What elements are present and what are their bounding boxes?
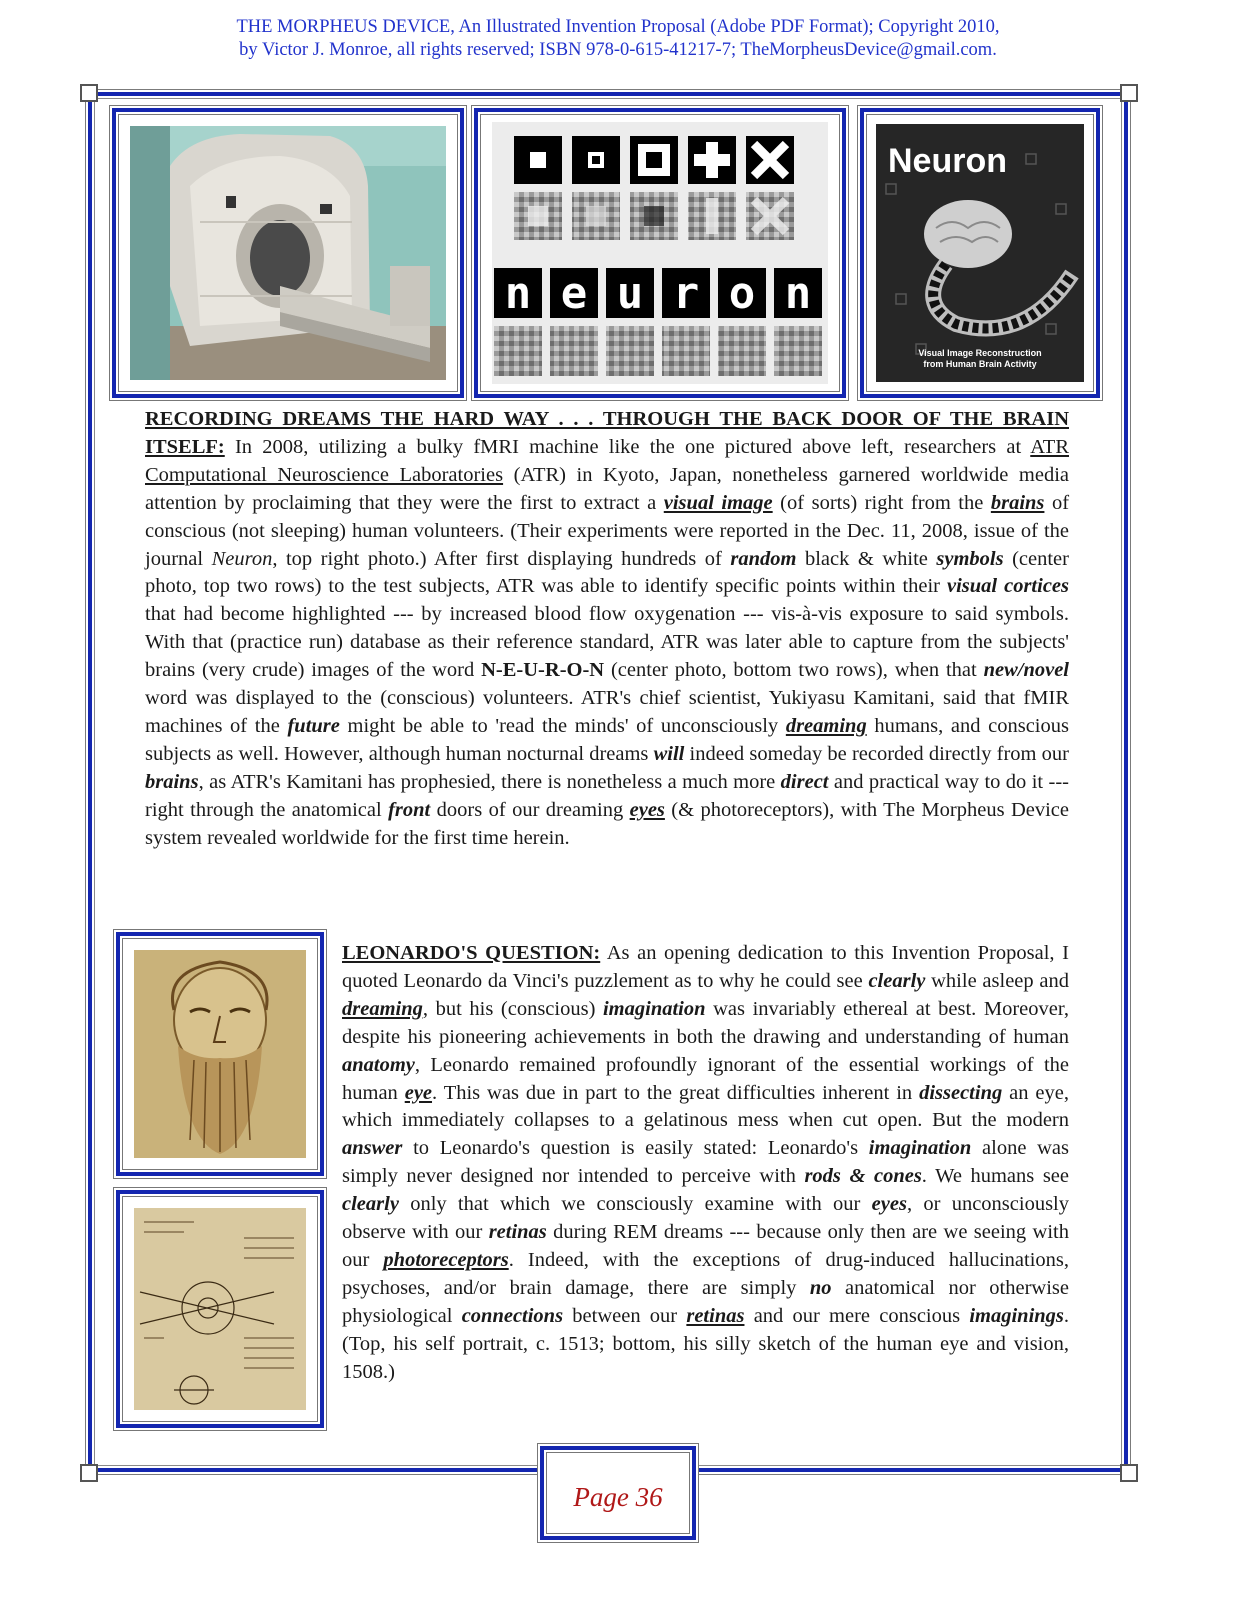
lab-name: ATR Computational Neuroscience Laboratories	[145, 435, 1069, 486]
header-line-1: THE MORPHEUS DEVICE, An Illustrated Invention Proposal (Adobe PDF Format); Copyright 2010,	[236, 17, 1000, 37]
neuron-letter: r	[672, 268, 700, 319]
neuron-cover-illustration	[876, 124, 1084, 382]
body-text: , as ATR's Kamitani has prophesied, there is nonetheless a much more	[198, 770, 781, 793]
frame-corner-ornament	[80, 84, 98, 102]
neuron-cover-image	[876, 124, 1084, 382]
body-text: , top right photo.) After first displaying hundreds of	[272, 547, 731, 570]
emphasis-text: imagination	[602, 997, 706, 1020]
body-text: indeed someday be recorded directly from our	[684, 742, 1069, 765]
emphasis-text: eye	[404, 1081, 433, 1104]
emphasis-text: answer	[342, 1137, 403, 1160]
body-text: alone was simply never designed nor intended to perceive with	[342, 1137, 1069, 1188]
emphasis-text: dreaming	[785, 714, 867, 737]
portrait-illustration	[134, 950, 306, 1158]
section-heading: LEONARDO'S QUESTION:	[342, 942, 601, 964]
emphasis-text: photoreceptors	[383, 1248, 509, 1271]
body-text: . (Top, his self portrait, c. 1513; bottom, his silly sketch of the human eye and vision, 1508.)	[342, 1304, 1070, 1383]
page-number: Page 36	[573, 1482, 663, 1512]
body-text: , or unconsciously observe with our	[342, 1193, 1069, 1244]
emphasis-text: symbols	[936, 547, 1004, 570]
body-text: humans, and conscious subjects as well. However, although human nocturnal dreams	[145, 714, 1069, 765]
emphasis-text: imaginings	[969, 1304, 1064, 1327]
emphasis-text: dissecting	[919, 1081, 1003, 1104]
neuron-word: N-E-U-R-O-N	[481, 659, 605, 682]
body-text: . We humans see	[921, 1165, 1069, 1188]
fmri-machine-image	[130, 126, 446, 380]
body-text: black & white	[796, 547, 937, 570]
body-text: (of sorts) right from the	[772, 491, 991, 514]
section-heading: RECORDING DREAMS THE HARD WAY . . . THROUGH THE BACK DOOR OF THE BRAIN ITSELF:	[145, 408, 1069, 458]
neuron-cover-title: Neuron	[888, 142, 1007, 180]
body-text: (ATR) in Kyoto, Japan, nonetheless garnered worldwide media attention by proclaiming that they were the first to extract a	[145, 463, 1069, 514]
body-text: doors of our dreaming	[430, 798, 630, 821]
emphasis-text: clearly	[342, 1193, 399, 1216]
body-text: and practical way to do it --- right through the anatomical	[145, 770, 1069, 821]
body-text: was invariably ethereal at best. Moreover, despite his pioneering achievements in both the drawing and understanding of human	[342, 997, 1069, 1048]
body-text: In 2008, utilizing a bulky fMRI machine like the one pictured above left, researchers at	[224, 435, 1031, 458]
body-text: during REM dreams --- because only then are we seeing with our	[342, 1221, 1070, 1271]
body-text: an eye, which immediately collapses to a gelatinous mess when cut open. But the modern	[342, 1081, 1069, 1132]
body-text: (& photoreceptors), with The Morpheus Device system revealed worldwide for the first time herein.	[145, 798, 1069, 849]
emphasis-text: future	[287, 714, 340, 737]
symbols-image	[492, 122, 828, 384]
body-text: . Indeed, with the exceptions of drug-induced hallucinations, psychoses, and/or brain damage, there are simply	[342, 1248, 1069, 1299]
body-text: while asleep and	[925, 969, 1069, 992]
frame-corner-ornament	[1120, 1464, 1138, 1482]
eye-sketch-illustration	[134, 1208, 306, 1410]
body-text: , but his (conscious)	[422, 997, 603, 1020]
page-number-box	[540, 1446, 696, 1540]
neuron-cover-caption-1: Visual Image Reconstruction	[918, 348, 1042, 358]
symbols-reconstruction-photo	[474, 108, 846, 398]
emphasis-text: eyes	[629, 798, 665, 821]
emphasis-text: front	[388, 798, 431, 821]
neuron-journal-cover-photo	[860, 108, 1100, 398]
emphasis-text: imagination	[868, 1137, 972, 1160]
body-text: of conscious (not sleeping) human volunteers. (Their experiments were reported in the Dec. 11, 2008, issue of the journal	[145, 491, 1070, 570]
emphasis-text: new/novel	[983, 659, 1069, 682]
body-text: and our mere conscious	[744, 1304, 970, 1327]
leonardo-self-portrait-photo	[116, 932, 324, 1176]
symbols-grid-illustration	[492, 122, 828, 384]
emphasis-text: eyes	[871, 1193, 907, 1216]
frame-corner-ornament	[80, 1464, 98, 1482]
emphasis-text: dreaming	[342, 997, 423, 1020]
body-text: (center photo, bottom two rows), when that	[604, 659, 984, 682]
body-text: , Leonardo remained profoundly ignorant of the essential workings of the human	[342, 1053, 1069, 1104]
emphasis-text: no	[809, 1276, 832, 1299]
section-paragraph	[145, 406, 1069, 853]
neuron-letter: o	[728, 268, 756, 319]
body-text: that had become highlighted --- by increased blood flow oxygenation --- vis-à-vis exposure to said symbols. With that (practice run) database as their reference standard, ATR was later able to capture from the subjects' brains (very crude) images of the word	[145, 603, 1069, 682]
emphasis-text: clearly	[868, 969, 926, 992]
emphasis-text: brains	[145, 770, 199, 793]
body-text: anatomical nor otherwise physiological	[342, 1276, 1070, 1327]
neuron-letter: u	[616, 268, 644, 319]
emphasis-text: random	[730, 547, 797, 570]
frame-corner-ornament	[1120, 84, 1138, 102]
leonardo-eye-sketch-photo	[116, 1190, 324, 1428]
body-text: word was displayed to the (conscious) volunteers. ATR's chief scientist, Yukiyasu Kamitani, said that fMIR machines of the	[145, 687, 1069, 737]
emphasis-text: visual image	[663, 491, 773, 514]
emphasis-text: will	[653, 742, 685, 765]
body-text: (center photo, top two rows) to the test subjects, ATR was able to identify specific points within their	[145, 547, 1069, 598]
body-text: to Leonardo's question is easily stated: Leonardo's	[402, 1137, 869, 1160]
neuron-letter: n	[504, 268, 532, 319]
section-recording-dreams	[145, 406, 1069, 853]
emphasis-text: rods & cones	[804, 1165, 922, 1188]
emphasis-text: retinas	[686, 1304, 745, 1327]
neuron-cover-caption-2: from Human Brain Activity	[923, 359, 1037, 369]
body-text: between our	[563, 1304, 687, 1327]
body-text: only that which we consciously examine with our	[398, 1193, 872, 1216]
body-text: As an opening dedication to this Invention Proposal, I quoted Leonardo da Vinci's puzzlement as to why he could see	[342, 942, 1069, 992]
emphasis-text: anatomy	[342, 1053, 415, 1076]
journal-name: Neuron	[211, 547, 273, 570]
eye-sketch-image	[134, 1208, 306, 1410]
emphasis-text: retinas	[488, 1221, 547, 1244]
fmri-machine-photo	[112, 108, 464, 398]
emphasis-text: visual cortices	[947, 575, 1069, 598]
body-text: might be able to 'read the minds' of unconsciously	[339, 714, 786, 737]
emphasis-text: brains	[990, 491, 1045, 514]
body-text: . This was due in part to the great difficulties inherent in	[432, 1081, 920, 1104]
header-line-2: by Victor J. Monroe, all rights reserved; ISBN 978-0-615-41217-7; TheMorpheusDevice@gmail.com.	[239, 40, 997, 60]
emphasis-text: direct	[780, 770, 829, 793]
neuron-letter: e	[560, 268, 588, 319]
fmri-illustration	[130, 126, 446, 380]
section-paragraph	[342, 940, 1069, 1387]
emphasis-text: connections	[461, 1304, 564, 1327]
document-header	[0, 16, 1236, 62]
neuron-letter: n	[784, 268, 812, 319]
section-leonardos-question	[342, 940, 1069, 1387]
leonardo-portrait-image	[134, 950, 306, 1158]
